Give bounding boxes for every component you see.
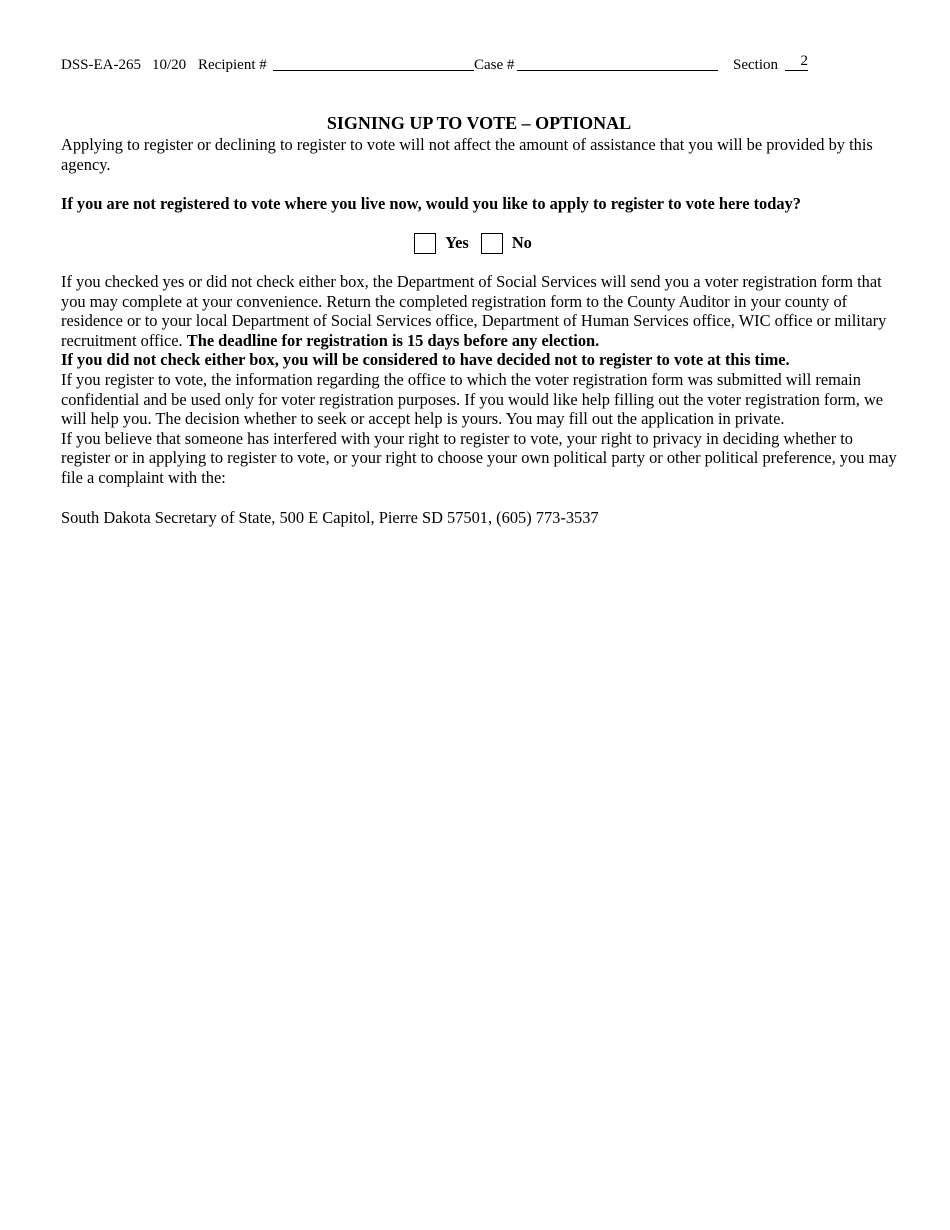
complaint-paragraph: If you believe that someone has interfered with your right to register to vote, your right to privacy in deciding whether to register or in applying to register to vote, or your right to choose your own political party or other political preference, you may file a complaint with the:	[61, 428, 897, 487]
no-checkbox[interactable]	[481, 233, 503, 254]
no-label: No	[511, 233, 532, 253]
deadline-notice: The deadline for registration is 15 days before any election.	[186, 330, 600, 350]
secretary-of-state-contact: South Dakota Secretary of State, 500 E Capitol, Pierre SD 57501, (605) 773-3537	[61, 508, 599, 527]
intro-paragraph	[61, 135, 901, 174]
recipient-label: Recipient #	[198, 57, 267, 73]
form-date: 10/20	[152, 57, 187, 73]
answer-options	[0, 232, 950, 254]
mailing-paragraph	[61, 272, 901, 350]
case-number-field[interactable]	[517, 56, 718, 71]
yes-label: Yes	[445, 233, 469, 253]
mailing-text: If you checked yes or did not check either box, the Department of Social Services will send you a voter registration form that you may complete at your convenience. Return the completed registration form to the County Auditor in your county of residence or to your local Department of Social Services office, Department of Human Services office, WIC office or military recruitment office.	[61, 272, 887, 350]
form-id: DSS-EA-265	[61, 57, 142, 73]
body-text	[61, 272, 901, 488]
confidentiality-paragraph: If you register to vote, the information regarding the office to which the voter registration form was submitted will remain confidential and be used only for voter registration purposes. If you would like help filling out the voter registration form, we will help you. The decision whether to seek or accept help is yours. You may fill out the application in private.	[61, 369, 884, 429]
registration-question: If you are not registered to vote where you live now, would you like to apply to register to vote here today?	[61, 194, 801, 213]
section-field[interactable]	[785, 53, 808, 71]
intro-text: Applying to register or declining to register to vote will not affect the amount of assistance that you will be provided by this agency.	[61, 135, 873, 174]
page-title: SIGNING UP TO VOTE – OPTIONAL	[326, 113, 632, 133]
contact-block	[61, 508, 901, 528]
section-label: Section	[733, 57, 778, 73]
recipient-number-field[interactable]	[273, 56, 474, 71]
section-value: 2	[800, 53, 808, 70]
no-check-notice: If you did not check either box, you will be considered to have decided not to register to vote at this time.	[61, 350, 790, 370]
question-block	[61, 194, 901, 214]
case-label: Case #	[474, 57, 515, 73]
yes-checkbox[interactable]	[414, 233, 436, 254]
